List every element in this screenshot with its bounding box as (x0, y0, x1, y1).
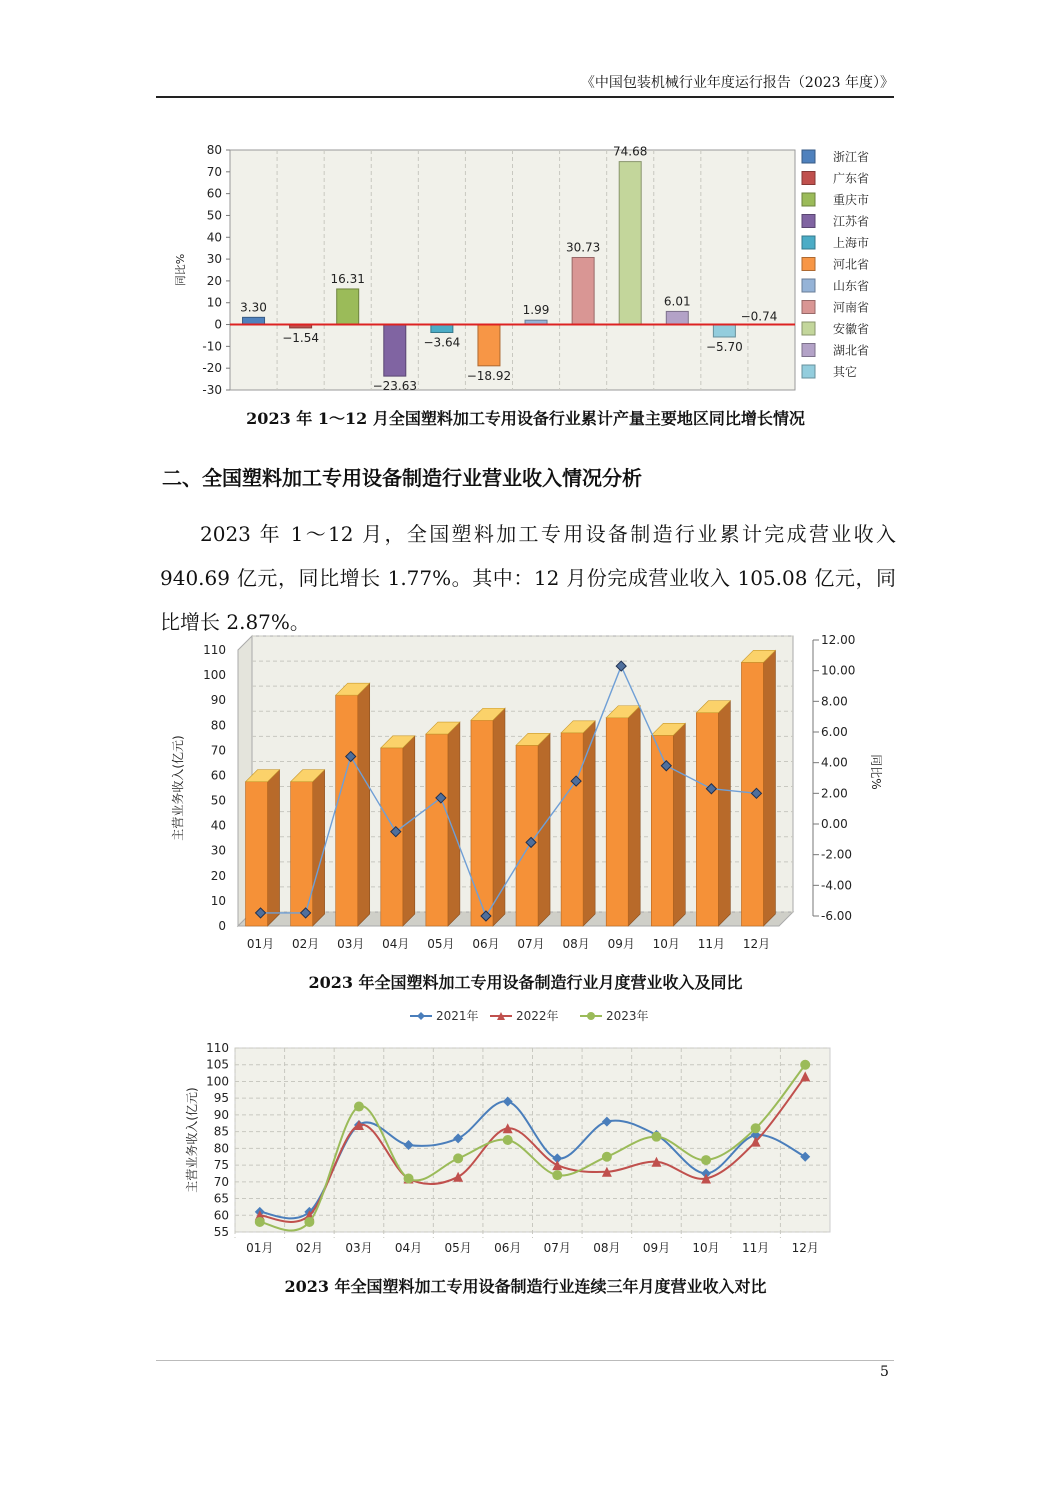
x-tick-label: 03月 (345, 1241, 373, 1255)
y-tick-label: 90 (213, 1107, 229, 1122)
y-tick-label: 10 (206, 295, 222, 310)
bar (291, 782, 313, 926)
region-growth-bar-chart (160, 140, 900, 405)
x-tick-label: 05月 (427, 937, 455, 951)
bar-side (268, 770, 280, 926)
paragraph-text: 2023 年 1～12 月，全国塑料加工专用设备制造行业累计完成营业收入 940.69 亿元，同比增长 1.77%。其中：12 月份完成营业收入 105.08 亿元，同比增长 2.87%。 (160, 522, 896, 634)
x-tick-label: 03月 (337, 937, 365, 951)
y2-axis-label: 同比% (869, 754, 883, 790)
series-marker (602, 1152, 612, 1162)
legend-label: 河南省 (833, 300, 870, 315)
y-tick-label: 40 (206, 230, 222, 245)
bar (246, 782, 268, 926)
y-tick-label: 30 (210, 843, 226, 858)
series-marker (453, 1153, 463, 1163)
x-tick-label: 07月 (517, 937, 545, 951)
bar (572, 257, 594, 324)
x-tick-label: 02月 (295, 1241, 324, 1255)
y2-tick-label: 2.00 (821, 786, 848, 801)
bar-side (718, 701, 730, 926)
chart1-caption: 2023 年 1～12 月全国塑料加工专用设备行业累计产量主要地区同比增长情况 (246, 409, 805, 428)
x-tick-label: 06月 (472, 937, 500, 951)
legend-label: 上海市 (833, 236, 870, 250)
series-marker (800, 1060, 810, 1070)
x-tick-label: 01月 (246, 937, 275, 951)
bar-side (673, 723, 685, 926)
bar-side (628, 706, 640, 926)
x-tick-label: 12月 (791, 1241, 819, 1255)
bar (243, 317, 265, 324)
x-tick-label: 04月 (382, 937, 410, 951)
y-tick-label: 0 (218, 919, 226, 933)
x-tick-label: 08月 (562, 937, 590, 951)
bar-side (583, 721, 595, 926)
legend-swatch (802, 344, 815, 357)
y-tick-label: 105 (206, 1057, 229, 1072)
bar-side (493, 708, 505, 926)
bar (561, 733, 583, 926)
legend-swatch (802, 301, 815, 314)
series-marker (751, 1123, 761, 1133)
report-title: 《中国包装机械行业年度运行报告（2023 年度）》 (580, 75, 894, 91)
bar (426, 734, 448, 926)
x-tick-label: 07月 (543, 1241, 571, 1255)
bar (336, 695, 358, 926)
legend-swatch (802, 322, 815, 335)
legend-marker (587, 1012, 595, 1020)
bar (384, 325, 406, 377)
series-marker (404, 1173, 414, 1183)
series-marker (701, 1155, 711, 1165)
bar (381, 748, 403, 926)
bar (606, 718, 628, 926)
y-tick-label: 20 (210, 868, 226, 883)
y-tick-label: 100 (206, 1074, 229, 1089)
x-tick-label: 09月 (607, 937, 635, 951)
y-tick-label: 60 (213, 1208, 229, 1223)
y-tick-label: 95 (213, 1091, 229, 1106)
legend-label: 广东省 (833, 171, 870, 186)
x-tick-label: 05月 (444, 1241, 472, 1255)
y-tick-label: 55 (213, 1225, 229, 1239)
three-year-revenue-line-chart (160, 1000, 900, 1270)
y-axis-label: 同比% (174, 253, 187, 287)
bar (471, 720, 493, 926)
page-header (156, 72, 894, 98)
bar (619, 162, 641, 325)
legend-label: 山东省 (833, 279, 870, 293)
x-tick-label: 02月 (291, 937, 320, 951)
y2-tick-label: 8.00 (821, 694, 848, 709)
section-title: 二、全国塑料加工专用设备制造行业营业收入情况分析 (162, 466, 642, 490)
y-tick-label: 80 (210, 718, 226, 733)
y2-tick-label: -4.00 (821, 878, 853, 893)
x-tick-label: 04月 (394, 1241, 423, 1255)
y-tick-label: 110 (206, 1041, 229, 1055)
y-tick-label: 60 (210, 768, 226, 783)
x-tick-label: 08月 (593, 1241, 621, 1255)
series-marker (304, 1217, 314, 1227)
page-number: 5 (880, 1364, 889, 1380)
data-label: 6.01 (663, 294, 691, 309)
bar-side (313, 770, 325, 926)
y-tick-label: 40 (210, 818, 226, 833)
legend-label: 其它 (833, 365, 858, 379)
data-label: −0.74 (740, 309, 778, 324)
y-tick-label: 20 (206, 273, 222, 288)
y-tick-label: -30 (202, 383, 222, 397)
bar (696, 713, 718, 926)
monthly-revenue-3d-bar-chart (160, 628, 900, 968)
y2-tick-label: 6.00 (821, 725, 848, 739)
legend-label: 2022年 (516, 1009, 559, 1023)
y-tick-label: 10 (210, 893, 226, 908)
y2-tick-label: 4.00 (821, 755, 848, 770)
x-tick-label: 09月 (642, 1241, 671, 1255)
bar (516, 745, 538, 926)
y-tick-label: -20 (202, 361, 222, 376)
y-tick-label: 85 (213, 1124, 229, 1139)
y-axis-label: 主营业务收入(亿元) (171, 735, 185, 841)
legend-swatch (802, 258, 815, 271)
y-tick-label: -10 (202, 339, 222, 354)
data-label: 1.99 (522, 303, 550, 318)
legend-swatch (802, 193, 815, 206)
data-label: 3.30 (240, 300, 267, 315)
y-tick-label: 80 (206, 143, 222, 157)
bar (713, 325, 735, 337)
y-tick-label: 80 (213, 1141, 229, 1156)
series-marker (255, 1217, 265, 1227)
legend-label: 2021年 (436, 1009, 479, 1023)
legend-swatch (802, 279, 815, 292)
legend-label: 重庆市 (833, 193, 870, 207)
y-tick-label: 70 (213, 1174, 229, 1189)
legend-label: 2023年 (606, 1009, 649, 1023)
y-tick-label: 70 (210, 743, 226, 758)
bar-side (763, 650, 775, 926)
data-label: −5.70 (705, 339, 743, 354)
x-tick-label: 06月 (494, 1241, 522, 1255)
bar-side (358, 683, 370, 926)
series-marker (651, 1132, 661, 1142)
series-marker (552, 1170, 562, 1180)
legend-label: 安徽省 (833, 322, 870, 336)
x-tick-label: 12月 (742, 937, 771, 951)
legend-swatch (802, 172, 815, 185)
y-axis-label: 主营业务收入(亿元) (185, 1087, 199, 1193)
y-tick-label: 70 (206, 164, 222, 179)
chart3-caption: 2023 年全国塑料加工专用设备制造行业连续三年月度营业收入对比 (284, 1277, 767, 1296)
data-label: 74.68 (613, 144, 648, 159)
y-tick-label: 65 (213, 1191, 229, 1206)
x-tick-label: 10月 (652, 937, 680, 951)
body-paragraph (160, 512, 896, 644)
y-tick-label: 50 (206, 208, 222, 223)
series-marker (503, 1135, 513, 1145)
bar-side (403, 736, 415, 926)
data-label: 30.73 (565, 240, 601, 255)
y2-tick-label: 10.00 (821, 663, 856, 678)
footer-divider (156, 1360, 894, 1361)
data-label: −18.92 (466, 368, 512, 383)
bar (666, 311, 688, 324)
bar (478, 325, 500, 366)
legend-label: 浙江省 (833, 150, 870, 164)
legend-label: 湖北省 (833, 343, 870, 358)
y-tick-label: 0 (214, 317, 222, 332)
y-tick-label: 30 (206, 252, 222, 267)
y-tick-label: 110 (203, 643, 226, 657)
y-tick-label: 75 (213, 1158, 229, 1173)
bar (431, 325, 453, 333)
legend-swatch (802, 365, 815, 378)
x-tick-label: 01月 (246, 1241, 274, 1255)
y2-tick-label: 0.00 (821, 817, 848, 831)
data-label: −23.63 (372, 379, 418, 394)
legend-label: 河北省 (833, 257, 870, 272)
legend-marker (417, 1012, 425, 1020)
y-tick-label: 50 (210, 793, 226, 808)
chart2-caption: 2023 年全国塑料加工专用设备制造行业月度营业收入及同比 (308, 973, 743, 992)
data-label: −3.64 (423, 335, 461, 350)
legend-swatch (802, 215, 815, 228)
y-tick-label: 100 (203, 668, 226, 683)
y2-tick-label: 12.00 (821, 633, 856, 647)
legend-swatch (802, 150, 815, 163)
y-tick-label: 60 (206, 186, 222, 201)
series-marker (354, 1102, 364, 1112)
bar-side (448, 722, 460, 926)
x-tick-label: 11月 (741, 1241, 770, 1255)
x-tick-label: 11月 (697, 937, 726, 951)
bar (337, 289, 359, 325)
data-label: 16.31 (330, 271, 365, 286)
data-label: −1.54 (282, 330, 320, 345)
y2-tick-label: -6.00 (821, 909, 853, 923)
legend-swatch (802, 236, 815, 249)
x-tick-label: 10月 (692, 1241, 720, 1255)
y2-tick-label: -2.00 (821, 847, 853, 862)
y-tick-label: 90 (210, 693, 226, 708)
legend-label: 江苏省 (833, 214, 870, 229)
